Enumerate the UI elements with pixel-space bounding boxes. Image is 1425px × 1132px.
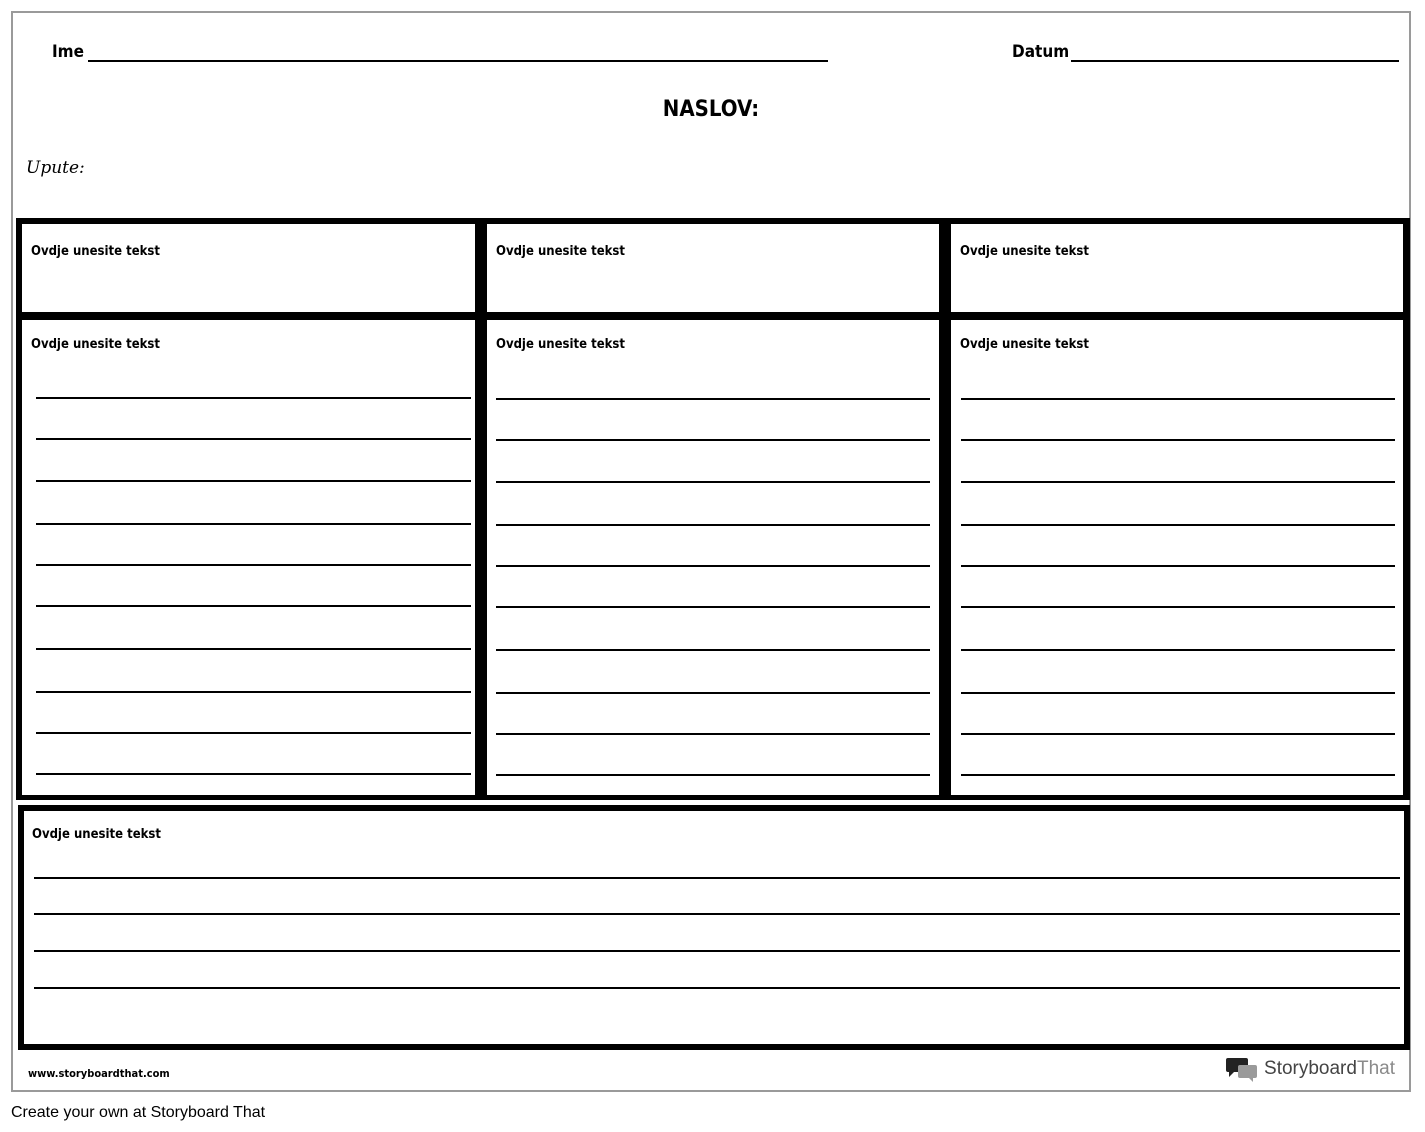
name-label: Ime: [52, 42, 84, 62]
writing-line: [34, 950, 1400, 952]
writing-line: [961, 565, 1395, 567]
writing-line: [496, 439, 930, 441]
date-label: Datum: [1012, 42, 1070, 62]
lined-cell-3[interactable]: [951, 320, 1403, 795]
writing-line: [961, 606, 1395, 608]
three-column-grid: [16, 218, 1410, 800]
writing-line: [496, 774, 930, 776]
instructions-label: Upute:: [26, 158, 85, 178]
writing-line: [34, 913, 1400, 915]
lined-cell-1[interactable]: [22, 320, 475, 795]
writing-line: [36, 605, 471, 607]
writing-line: [961, 692, 1395, 694]
writing-line: [36, 691, 471, 693]
cell-label: Ovdje unesite tekst: [496, 244, 625, 259]
speech-bubbles-icon: [1226, 1056, 1258, 1082]
cell-label: Ovdje unesite tekst: [32, 827, 161, 842]
writing-line: [36, 773, 471, 775]
writing-line: [496, 398, 930, 400]
writing-line: [961, 481, 1395, 483]
top-cell-3[interactable]: [951, 224, 1403, 312]
writing-line: [36, 523, 471, 525]
writing-line: [496, 565, 930, 567]
writing-line: [961, 439, 1395, 441]
writing-line: [34, 987, 1400, 989]
bottom-box: [18, 805, 1410, 1050]
writing-line: [496, 733, 930, 735]
writing-line: [36, 732, 471, 734]
cell-label: Ovdje unesite tekst: [960, 244, 1089, 259]
cell-label: Ovdje unesite tekst: [960, 337, 1089, 352]
bottom-cell[interactable]: [24, 811, 1404, 1044]
footer-url: www.storyboardthat.com: [28, 1067, 170, 1080]
worksheet: [11, 11, 1411, 1092]
storyboardthat-logo: [1226, 1056, 1395, 1082]
writing-line: [961, 524, 1395, 526]
logo-text: [1264, 1058, 1395, 1080]
logo-suffix: That: [1356, 1058, 1395, 1079]
writing-line: [961, 733, 1395, 735]
writing-line: [36, 480, 471, 482]
cell-label: Ovdje unesite tekst: [31, 337, 160, 352]
top-cell-2[interactable]: [487, 224, 939, 312]
writing-line: [34, 877, 1400, 879]
lined-cell-2[interactable]: [487, 320, 939, 795]
writing-line: [36, 564, 471, 566]
writing-line: [496, 606, 930, 608]
date-line[interactable]: [1071, 60, 1399, 62]
writing-line: [36, 397, 471, 399]
create-your-own-caption[interactable]: Create your own at Storyboard That: [11, 1104, 266, 1121]
writing-line: [36, 648, 471, 650]
writing-line: [961, 649, 1395, 651]
name-line[interactable]: [88, 60, 828, 62]
writing-line: [36, 438, 471, 440]
top-cell-1[interactable]: [22, 224, 475, 312]
writing-line: [961, 774, 1395, 776]
writing-line: [496, 649, 930, 651]
writing-line: [496, 481, 930, 483]
cell-label: Ovdje unesite tekst: [31, 244, 160, 259]
cell-label: Ovdje unesite tekst: [496, 337, 625, 352]
logo-main: Storyboard: [1264, 1058, 1357, 1079]
writing-line: [496, 692, 930, 694]
writing-line: [961, 398, 1395, 400]
worksheet-title: NASLOV:: [662, 97, 760, 122]
writing-line: [496, 524, 930, 526]
